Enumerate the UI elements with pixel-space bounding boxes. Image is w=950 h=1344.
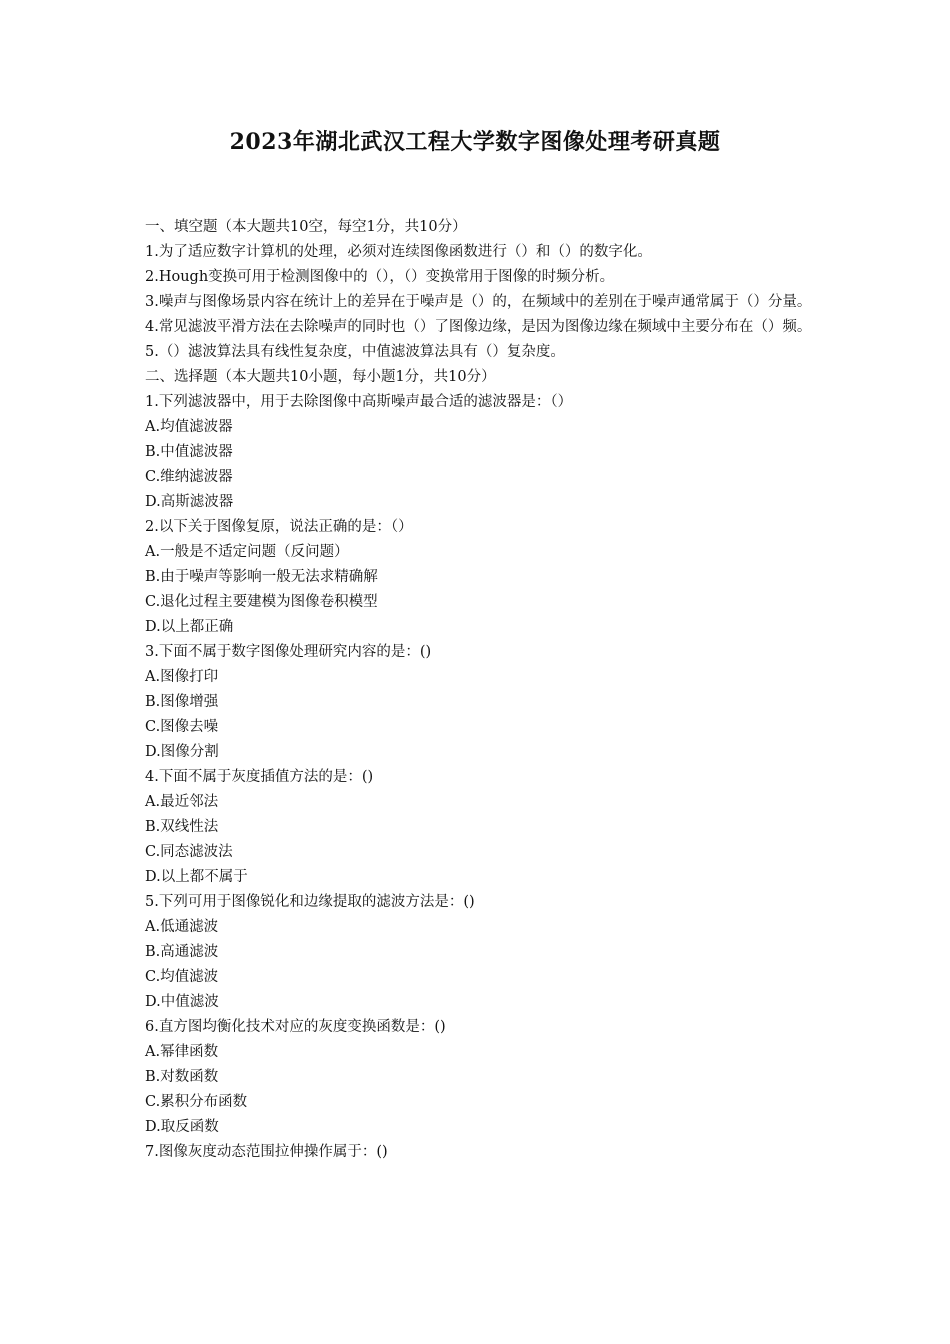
option-line: A.图像打印 <box>145 669 219 685</box>
option-line: C.同态滤波法 <box>145 844 233 860</box>
option-line: A.最近邻法 <box>145 794 219 810</box>
option-line: C.维纳滤波器 <box>145 469 233 485</box>
question-line: 3.下面不属于数字图像处理研究内容的是：() <box>145 644 432 660</box>
document-title: 2023年湖北武汉工程大学数字图像处理考研真题 <box>229 129 721 155</box>
section-heading-choice: 二、选择题（本大题共10小题，每小题1分，共10分） <box>145 369 496 385</box>
question-line: 6.直方图均衡化技术对应的灰度变换函数是：() <box>145 1019 446 1035</box>
option-line: A.均值滤波器 <box>145 419 233 435</box>
question-line: 5.下列可用于图像锐化和边缘提取的滤波方法是：() <box>145 894 475 910</box>
question-line: 1.为了适应数字计算机的处理，必须对连续图像函数进行（）和（）的数字化。 <box>145 244 652 260</box>
option-line: A.一般是不适定问题（反问题） <box>145 544 349 560</box>
question-line: 7.图像灰度动态范围拉伸操作属于：() <box>145 1144 388 1160</box>
document-body <box>145 215 813 1165</box>
section-heading-fill-in: 一、填空题（本大题共10空，每空1分，共10分） <box>145 219 467 235</box>
option-line: D.高斯滤波器 <box>145 494 234 510</box>
option-line: D.以上都不属于 <box>145 869 248 885</box>
option-line: B.由于噪声等影响一般无法求精确解 <box>145 569 378 585</box>
option-line: B.高通滤波 <box>145 944 219 960</box>
question-line: 3.噪声与图像场景内容在统计上的差异在于噪声是（）的，在频域中的差别在于噪声通常属于（）分量。 <box>145 294 812 310</box>
option-line: C.均值滤波 <box>145 969 219 985</box>
option-line: D.以上都正确 <box>145 619 234 635</box>
option-line: D.取反函数 <box>145 1119 219 1135</box>
option-line: C.累积分布函数 <box>145 1094 248 1110</box>
option-line: D.中值滤波 <box>145 994 219 1010</box>
option-line: D.图像分割 <box>145 744 219 760</box>
option-line: C.图像去噪 <box>145 719 219 735</box>
option-line: A.低通滤波 <box>145 919 219 935</box>
option-line: B.中值滤波器 <box>145 444 233 460</box>
option-line: A.幂律函数 <box>145 1044 219 1060</box>
question-line: 2.以下关于图像复原，说法正确的是：（） <box>145 519 413 535</box>
question-line: 4.下面不属于灰度插值方法的是：() <box>145 769 374 785</box>
question-line: 5.（）滤波算法具有线性复杂度，中值滤波算法具有（）复杂度。 <box>145 344 565 360</box>
option-line: B.双线性法 <box>145 819 219 835</box>
question-line: 1.下列滤波器中，用于去除图像中高斯噪声最合适的滤波器是：（） <box>145 394 573 410</box>
question-line: 2.Hough变换可用于检测图像中的（），（）变换常用于图像的时频分析。 <box>145 269 615 285</box>
option-line: B.对数函数 <box>145 1069 219 1085</box>
option-line: C.退化过程主要建模为图像卷积模型 <box>145 594 378 610</box>
question-line: 4.常见滤波平滑方法在去除噪声的同时也（）了图像边缘，是因为图像边缘在频域中主要分布在（）频。 <box>145 319 812 335</box>
option-line: B.图像增强 <box>145 694 219 710</box>
